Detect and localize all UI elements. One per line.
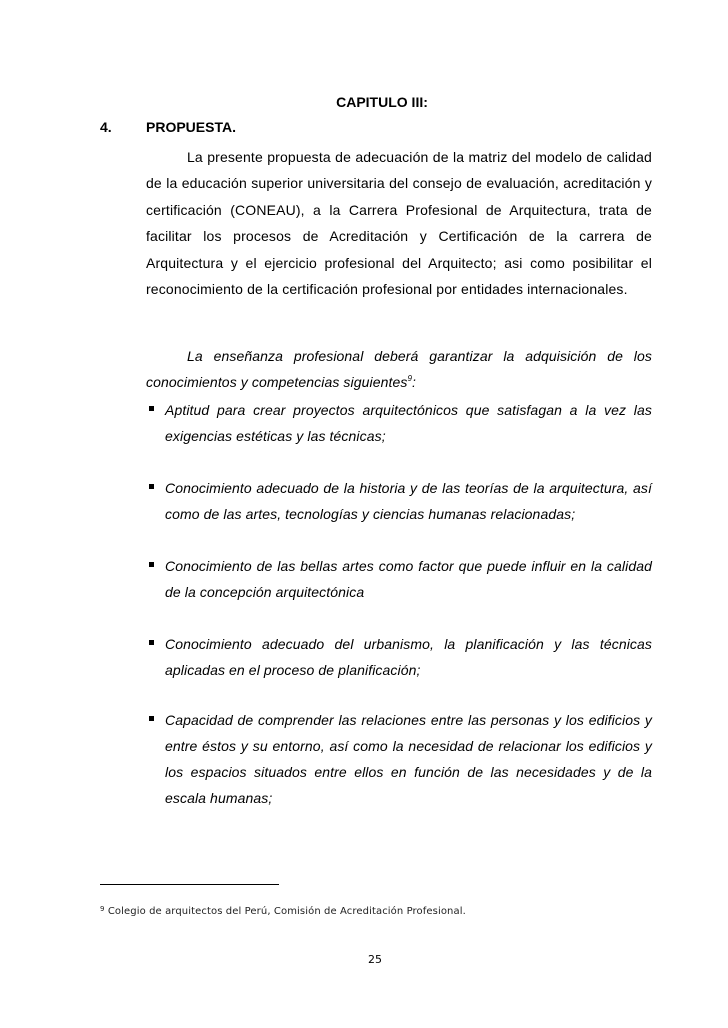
competencies-intro-text: La enseñanza profesional deberá garantizar la adquisición de los conocimientos y competencias siguientes	[146, 348, 652, 390]
square-bullet-icon	[149, 562, 154, 567]
list-item	[146, 553, 652, 605]
square-bullet-icon	[149, 716, 154, 721]
list-item-text: Conocimiento de las bellas artes como factor que puede influir en la calidad de la concepción arquitectónica	[165, 558, 652, 600]
square-bullet-icon	[149, 640, 154, 645]
competencies-intro-suffix: :	[412, 374, 417, 390]
chapter-title: CAPITULO III:	[336, 94, 428, 110]
page-number: 25	[368, 953, 382, 966]
competencies-intro-paragraph	[146, 343, 652, 395]
list-item	[146, 707, 652, 811]
list-item	[146, 631, 652, 683]
footnote-number: 9	[100, 905, 105, 913]
square-bullet-icon	[149, 406, 154, 411]
section-number: 4.	[100, 119, 112, 135]
list-item-text: Conocimiento adecuado del urbanismo, la planificación y las técnicas aplicadas en el proceso de planificación;	[165, 636, 652, 678]
list-item-text: Conocimiento adecuado de la historia y de las teorías de la arquitectura, así como de las artes, tecnologías y ciencias humanas relacionadas;	[165, 480, 652, 522]
list-item-text: Aptitud para crear proyectos arquitectónicos que satisfagan a la vez las exigencias estéticas y las técnicas;	[165, 402, 652, 444]
list-item	[146, 475, 652, 527]
list-item-text: Capacidad de comprender las relaciones entre las personas y los edificios y entre éstos y su entorno, así como la necesidad de relacionar los edificios y los espacios situados entre ellos en función de las necesidades y de la escala humanas;	[165, 712, 652, 806]
footnote	[100, 906, 466, 917]
section-title: PROPUESTA.	[146, 119, 236, 135]
list-item	[146, 397, 652, 449]
footnote-separator	[100, 884, 279, 885]
intro-paragraph: La presente propuesta de adecuación de la matriz del modelo de calidad de la educación superior universitaria del consejo de evaluación, acreditación y certificación (CONEAU), a la Carrera Profesional de Arquitectura, trata de facilitar los procesos de Acreditación y Certificación de la carrera de Arquitectura y el ejercicio profesional del Arquitecto; asi como posibilitar el reconocimiento de la certificación profesional por entidades internacionales.	[146, 149, 652, 298]
footnote-reference: 9	[407, 374, 413, 383]
square-bullet-icon	[149, 484, 154, 489]
footnote-text: Colegio de arquitectos del Perú, Comisión de Acreditación Profesional.	[107, 906, 466, 917]
